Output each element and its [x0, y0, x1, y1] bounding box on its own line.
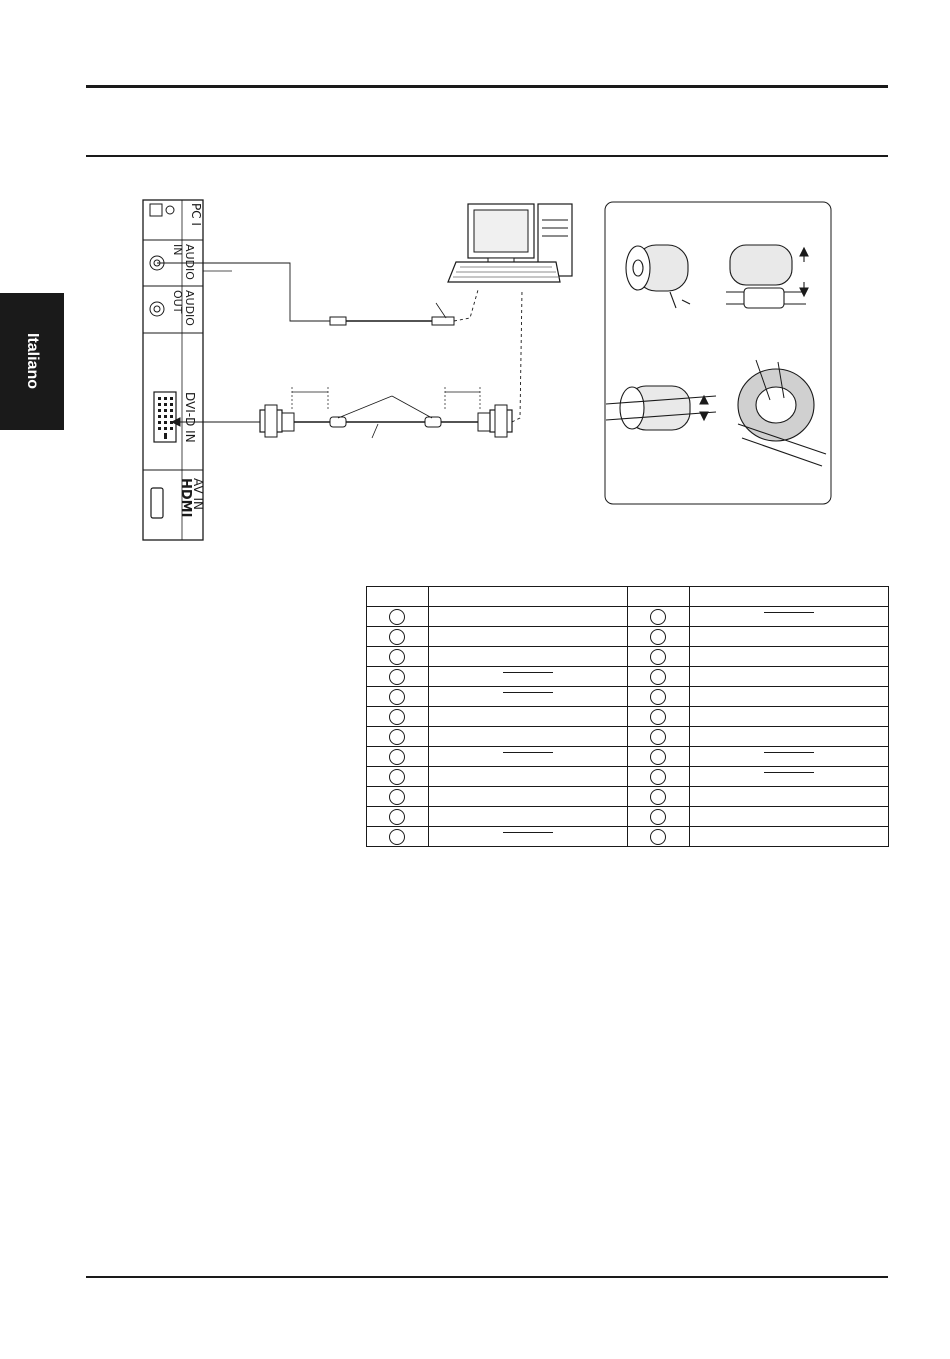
pin-number-cell — [627, 647, 689, 667]
pin-number-circle — [389, 609, 405, 625]
pin-number-circle — [389, 629, 405, 645]
pin-number-cell — [627, 687, 689, 707]
label-line: OUT — [171, 290, 184, 314]
overline-mark — [764, 612, 814, 613]
pin-number-cell — [367, 627, 429, 647]
table-row — [367, 807, 889, 827]
audio-cable — [157, 263, 478, 325]
pin-number-cell — [627, 767, 689, 787]
pin-signal-cell — [428, 667, 627, 687]
dvi-cable — [172, 290, 522, 438]
label-audio-in: AUDIO IN — [171, 244, 196, 280]
pin-number-circle — [650, 709, 666, 725]
pin-number-circle — [650, 689, 666, 705]
pin-number-circle — [389, 709, 405, 725]
pin-number-circle — [650, 809, 666, 825]
pin-number-circle — [389, 729, 405, 745]
table-header-row — [367, 587, 889, 607]
table-row — [367, 627, 889, 647]
pin-number-cell — [627, 627, 689, 647]
pin-signal-cell — [689, 647, 888, 667]
pin-signal-cell — [428, 607, 627, 627]
pin-number-circle — [389, 809, 405, 825]
label-line: IN — [171, 244, 184, 256]
pin-signal-cell — [428, 807, 627, 827]
label-pc-in: PC I — [189, 203, 203, 226]
pin-number-cell — [367, 767, 429, 787]
label-dvi-d-in: DVI-D IN — [183, 392, 197, 443]
pin-number-circle — [650, 829, 666, 845]
pin-number-cell — [367, 667, 429, 687]
pin-number-cell — [367, 787, 429, 807]
table-row — [367, 827, 889, 847]
language-tab-label: Italiano — [24, 332, 41, 390]
pin-signal-cell — [428, 707, 627, 727]
pin-signal-cell — [428, 787, 627, 807]
pin-number-cell — [627, 807, 689, 827]
header-cell — [689, 587, 888, 607]
pin-number-cell — [367, 707, 429, 727]
pin-number-cell — [627, 747, 689, 767]
overline-mark — [503, 672, 553, 673]
pin-number-circle — [650, 609, 666, 625]
header-cell — [367, 587, 429, 607]
pin-number-circle — [650, 769, 666, 785]
pin-signal-cell — [428, 647, 627, 667]
pin-number-circle — [650, 669, 666, 685]
pin-number-cell — [367, 827, 429, 847]
pin-number-circle — [389, 769, 405, 785]
pin-signal-cell — [689, 767, 888, 787]
pin-number-circle — [389, 669, 405, 685]
connection-diagram — [0, 0, 950, 560]
table-row — [367, 747, 889, 767]
pin-number-cell — [367, 727, 429, 747]
pin-signal-cell — [689, 687, 888, 707]
computer-icon — [448, 204, 572, 282]
table-row — [367, 767, 889, 787]
pin-number-circle — [650, 649, 666, 665]
pin-number-cell — [627, 787, 689, 807]
pin-number-circle — [389, 789, 405, 805]
overline-mark — [764, 772, 814, 773]
pin-signal-cell — [689, 707, 888, 727]
overline-mark — [503, 752, 553, 753]
rear-panel — [143, 200, 205, 540]
overline-mark — [503, 692, 553, 693]
label-hdmi-logo: HDMI — [178, 478, 193, 518]
pin-number-cell — [367, 607, 429, 627]
pin-number-circle — [650, 629, 666, 645]
pin-number-cell — [627, 667, 689, 687]
pin-number-cell — [367, 647, 429, 667]
pin-number-circle — [389, 689, 405, 705]
pin-number-circle — [650, 789, 666, 805]
pin-number-cell — [367, 807, 429, 827]
pin-number-cell — [367, 747, 429, 767]
pin-signal-cell — [689, 607, 888, 627]
table-row — [367, 727, 889, 747]
header-cell — [627, 587, 689, 607]
pin-number-circle — [389, 749, 405, 765]
footer-rule — [86, 1276, 888, 1278]
pin-number-cell — [627, 827, 689, 847]
pin-signal-cell — [689, 667, 888, 687]
pin-assignment-table — [366, 586, 889, 847]
pin-signal-cell — [428, 687, 627, 707]
pin-signal-cell — [428, 827, 627, 847]
table-row — [367, 687, 889, 707]
table-row — [367, 707, 889, 727]
header-cell — [428, 587, 627, 607]
table-row — [367, 787, 889, 807]
pin-number-cell — [627, 607, 689, 627]
pin-number-circle — [650, 749, 666, 765]
pin-signal-cell — [689, 827, 888, 847]
overline-mark — [764, 752, 814, 753]
pin-number-circle — [650, 729, 666, 745]
pin-signal-cell — [428, 627, 627, 647]
pin-signal-cell — [689, 627, 888, 647]
pin-signal-cell — [689, 747, 888, 767]
overline-mark — [503, 832, 553, 833]
pin-number-cell — [627, 707, 689, 727]
pin-signal-cell — [689, 807, 888, 827]
pin-signal-cell — [428, 747, 627, 767]
pin-signal-cell — [428, 767, 627, 787]
ferrite-core-box — [605, 202, 831, 504]
pin-signal-cell — [689, 727, 888, 747]
pin-number-cell — [627, 727, 689, 747]
pin-signal-cell — [689, 787, 888, 807]
label-av-in: AV IN — [191, 478, 205, 510]
pin-number-circle — [389, 649, 405, 665]
table-row — [367, 667, 889, 687]
pin-number-cell — [367, 687, 429, 707]
pin-signal-cell — [428, 727, 627, 747]
label-audio-out: AUDIO OUT — [171, 290, 196, 326]
pin-number-circle — [389, 829, 405, 845]
table-row — [367, 647, 889, 667]
table-row — [367, 607, 889, 627]
